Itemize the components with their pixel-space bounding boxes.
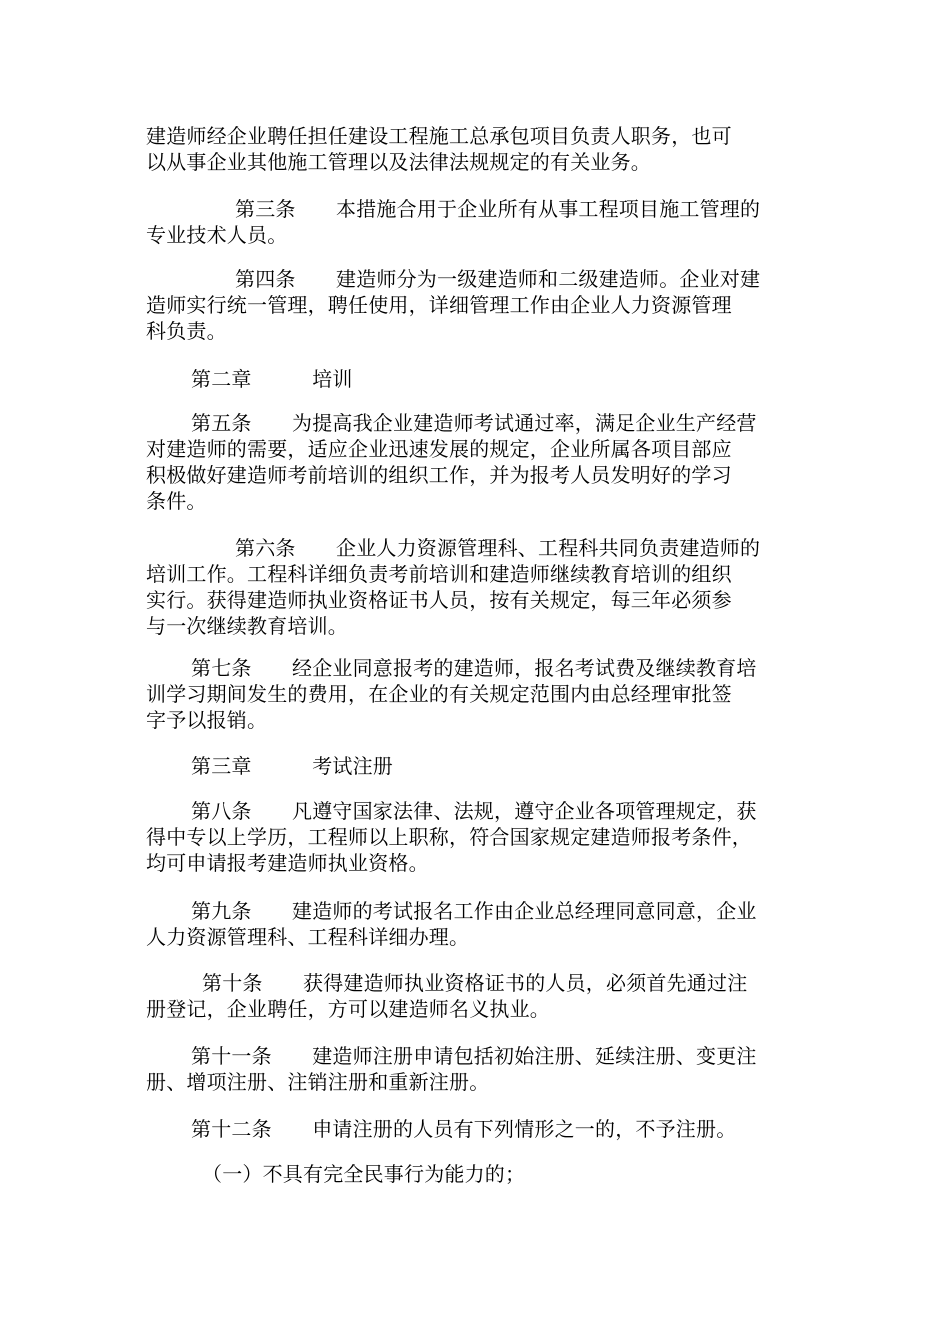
- text-line: 实行。获得建造师执业资格证书人员，按有关规定，每三年必须参: [146, 588, 732, 612]
- text-line: 对建造师的需要，适应企业迅速发展的规定，企业所属各项目部应: [146, 437, 732, 461]
- text-line: 培训工作。工程科详细负责考前培训和建造师继续教育培训的组织: [146, 562, 732, 586]
- chapter-3-heading: [146, 753, 816, 779]
- text-line: 均可申请报考建造师执业资格。: [146, 851, 429, 875]
- paragraph-continuation: [146, 123, 816, 175]
- text-line: （一）不具有完全民事行为能力的；: [202, 1162, 526, 1186]
- article-12: [146, 1116, 816, 1142]
- text-line: 第三章 考试注册: [191, 754, 393, 778]
- text-line: 第四条 建造师分为一级建造师和二级建造师。企业对建: [235, 267, 761, 291]
- text-line: 人力资源管理科、工程科详细办理。: [146, 925, 470, 949]
- text-line: 条件。: [146, 489, 207, 513]
- chapter-2-heading: [146, 366, 816, 392]
- text-line: 造师实行统一管理，聘任使用，详细管理工作由企业人力资源管理: [146, 293, 732, 317]
- text-line: 第三条 本措施合用于企业所有从事工程项目施工管理的: [235, 197, 761, 221]
- text-line: 积极做好建造师考前培训的组织工作，并为报考人员发明好的学习: [146, 463, 732, 487]
- article-3: [146, 196, 816, 248]
- article-11: [146, 1043, 816, 1095]
- article-10: [146, 970, 816, 1022]
- text-line: 得中专以上学历，工程师以上职称，符合国家规定建造师报考条件，: [146, 825, 752, 849]
- text-line: 第六条 企业人力资源管理科、工程科共同负责建造师的: [235, 536, 761, 560]
- text-line: 字予以报销。: [146, 708, 268, 732]
- text-line: 第十条 获得建造师执业资格证书的人员，必须首先通过注: [202, 971, 748, 995]
- text-line: 与一次继续教育培训。: [146, 614, 348, 638]
- text-line: 专业技术人员。: [146, 223, 288, 247]
- text-line: 第七条 经企业同意报考的建造师，报名考试费及继续教育培: [191, 656, 757, 680]
- text-line: 科负责。: [146, 319, 227, 343]
- article-4: [146, 266, 816, 344]
- text-line: 第十一条 建造师注册申请包括初始注册、延续注册、变更注: [191, 1044, 757, 1068]
- article-6: [146, 535, 816, 639]
- article-8: [146, 798, 816, 876]
- article-9: [146, 898, 816, 950]
- article-5: [146, 410, 816, 514]
- text-line: 第五条 为提高我企业建造师考试通过率，满足企业生产经营: [191, 411, 757, 435]
- text-line: 册登记，企业聘任，方可以建造师名义执业。: [146, 997, 550, 1021]
- text-line: 第二章 培训: [191, 367, 353, 391]
- text-line: 册、增项注册、注销注册和重新注册。: [146, 1070, 490, 1094]
- text-line: 以从事企业其他施工管理以及法律法规规定的有关业务。: [146, 150, 651, 174]
- text-line: 第九条 建造师的考试报名工作由企业总经理同意同意，企业: [191, 899, 757, 923]
- article-7: [146, 655, 816, 733]
- text-line: 训学习期间发生的费用，在企业的有关规定范围内由总经理审批签: [146, 682, 732, 706]
- text-line: 建造师经企业聘任担任建设工程施工总承包项目负责人职务，也可: [146, 124, 732, 148]
- text-line: 第十二条 申请注册的人员有下列情形之一的，不予注册。: [191, 1117, 737, 1141]
- list-item: [146, 1161, 816, 1187]
- text-line: 第八条 凡遵守国家法律、法规，遵守企业各项管理规定，获: [191, 799, 757, 823]
